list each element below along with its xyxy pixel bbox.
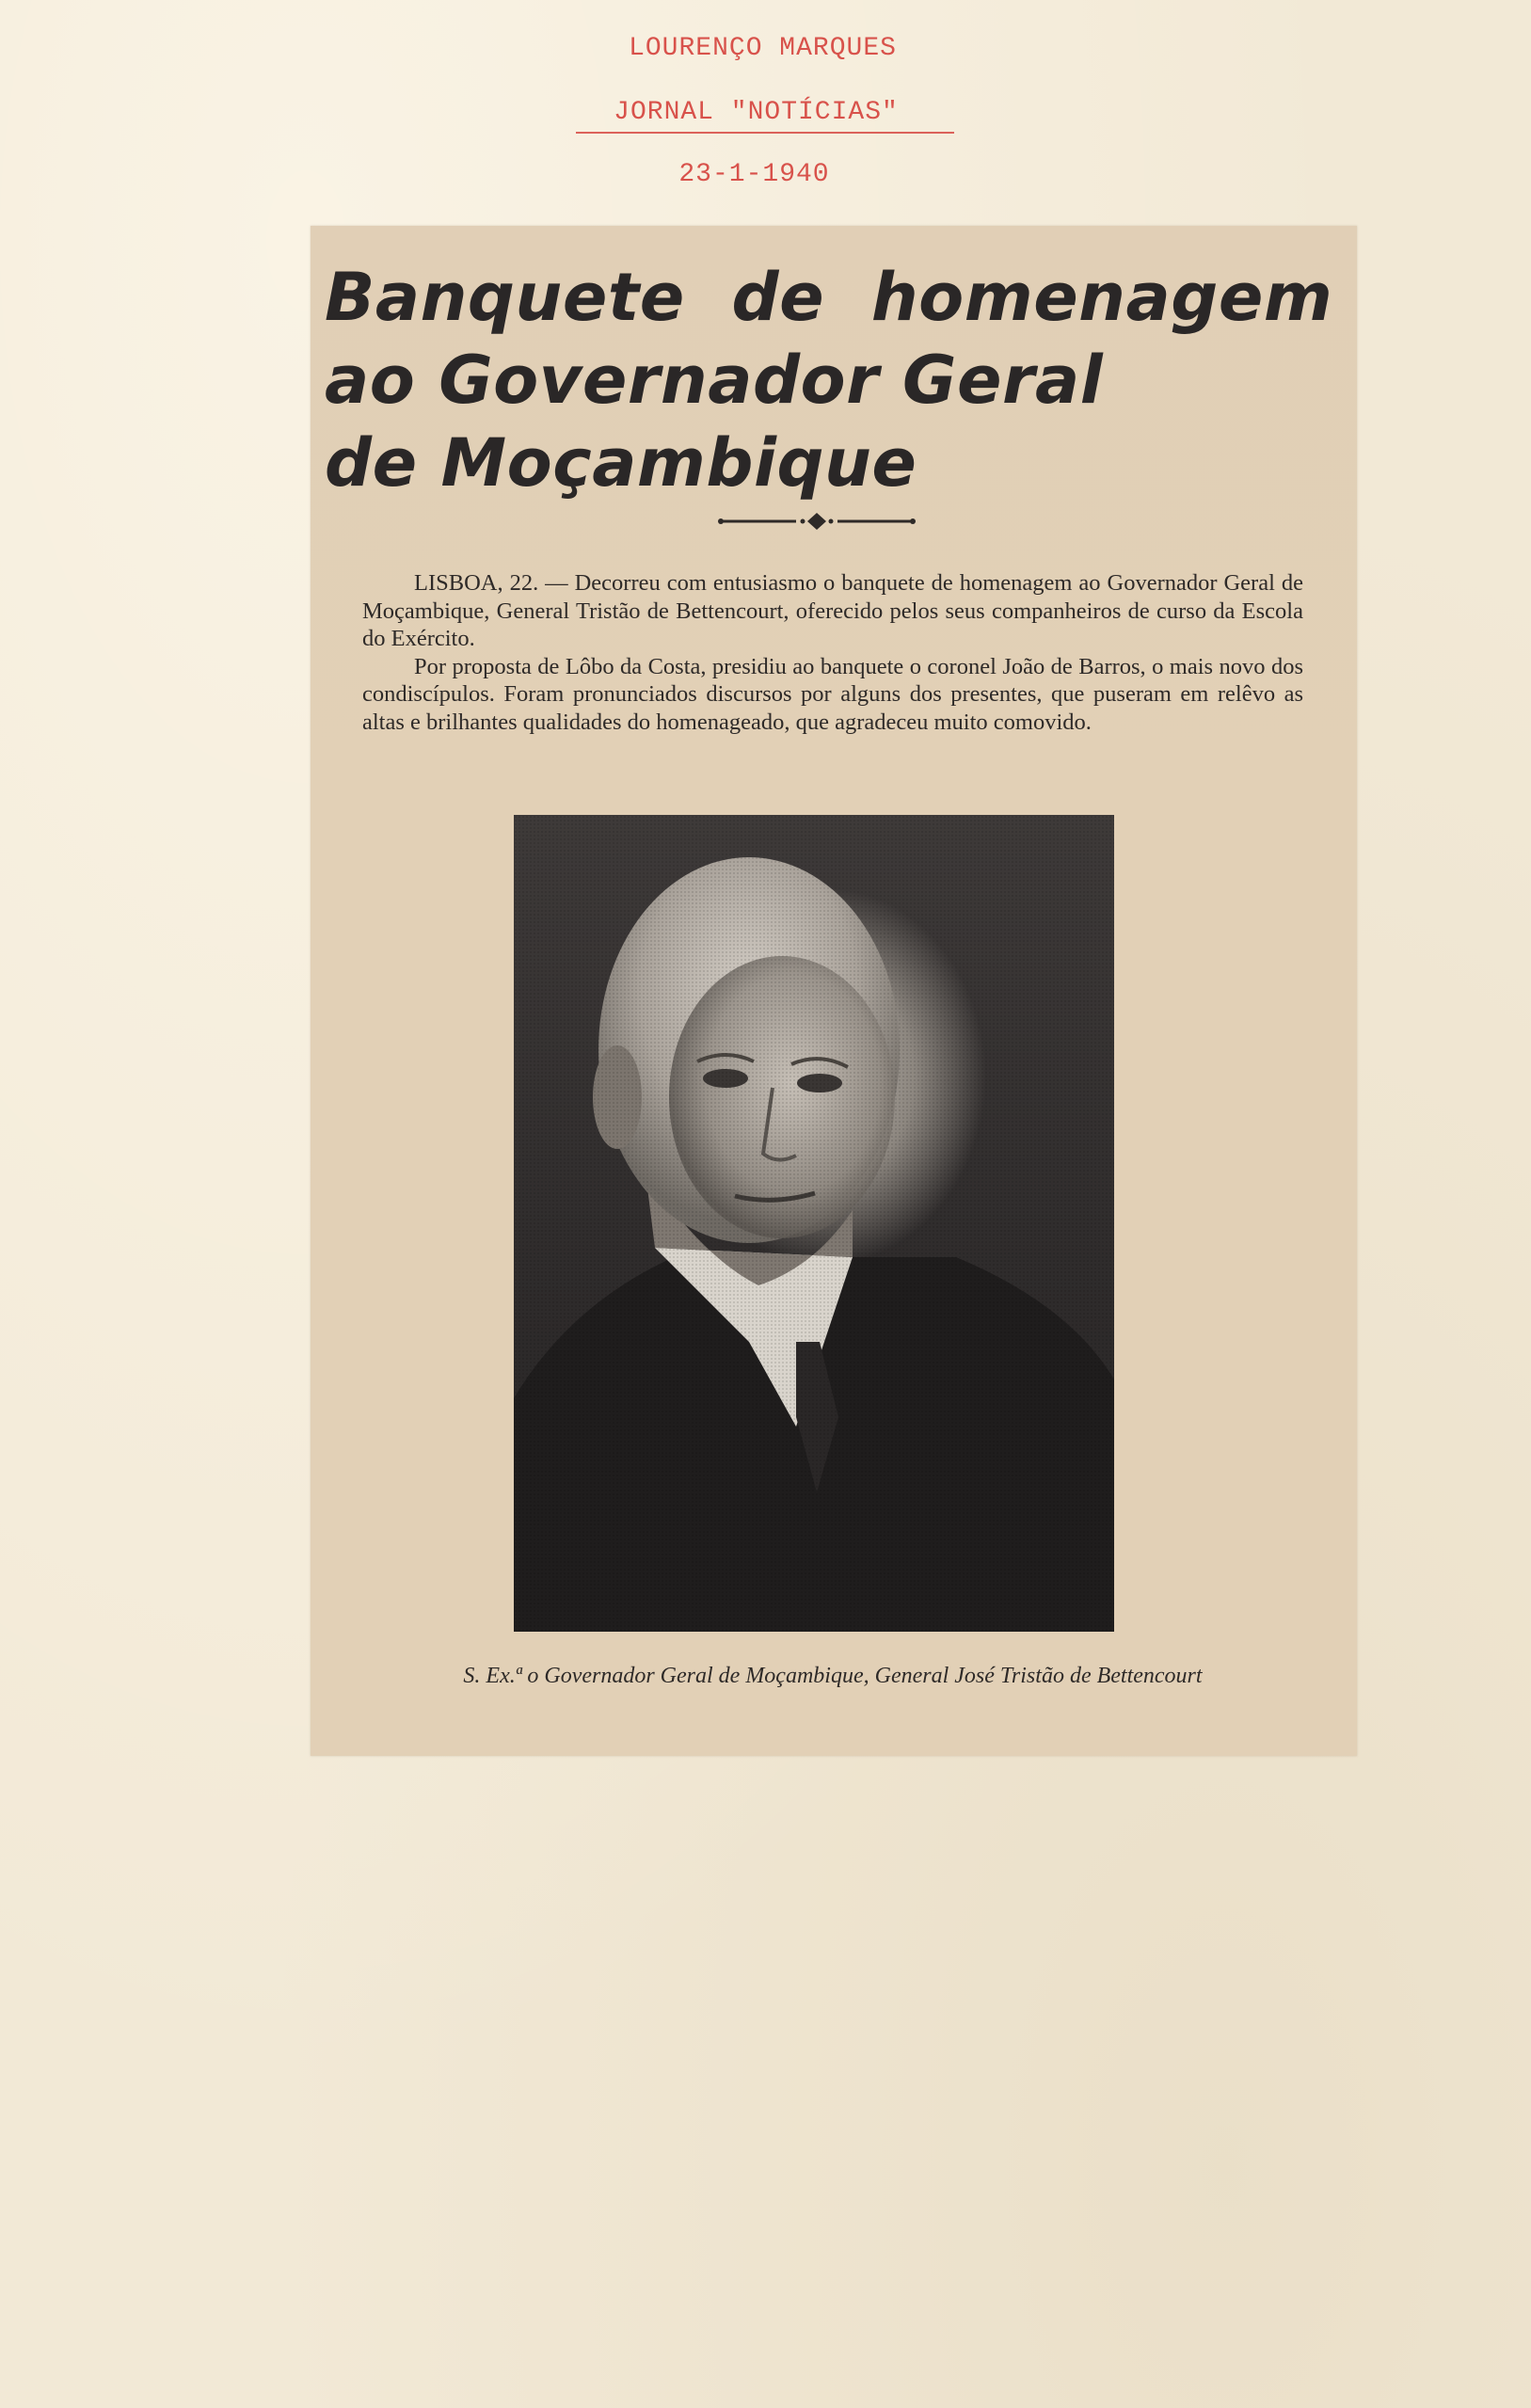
headline-line: Banquete de homenagem: [325, 259, 1333, 336]
headline-line: de Moçambique: [325, 424, 917, 502]
article-paragraph: LISBOA, 22. — Decorreu com entusiasmo o banquete de homenagem ao Governador Geral de Moçambique, General Tristão de Bettencourt, oferecido pelos seus companheiros de curso da Escola do Exército.: [362, 570, 1303, 651]
article-paragraph: Por proposta de Lôbo da Costa, presidiu ao banquete o coronel João de Barros, o mais novo dos condiscípulos. Foram pronunciados discursos por alguns dos presentes, que puseram em relêvo as altas e brilhantes qualidades do homenageado, que agradeceu muito comovido.: [362, 653, 1303, 735]
governor-portrait-photo: [514, 815, 1114, 1632]
portrait-illustration: [514, 815, 1114, 1632]
article-headline: [325, 256, 1341, 504]
article-body: [362, 569, 1303, 736]
stamp-place: LOURENÇO MARQUES: [629, 34, 897, 63]
stamp-newspaper: JORNAL "NOTÍCIAS": [614, 98, 899, 127]
headline-ornament-divider: [715, 512, 918, 531]
stamp-date: 23-1-1940: [678, 160, 830, 189]
newspaper-clipping: [311, 226, 1357, 1756]
headline-line: ao Governador Geral: [325, 342, 1104, 419]
photo-caption: S. Ex.ª o Governador Geral de Moçambique, General José Tristão de Bettencourt: [463, 1664, 1203, 1688]
stamp-underline: [576, 132, 954, 134]
